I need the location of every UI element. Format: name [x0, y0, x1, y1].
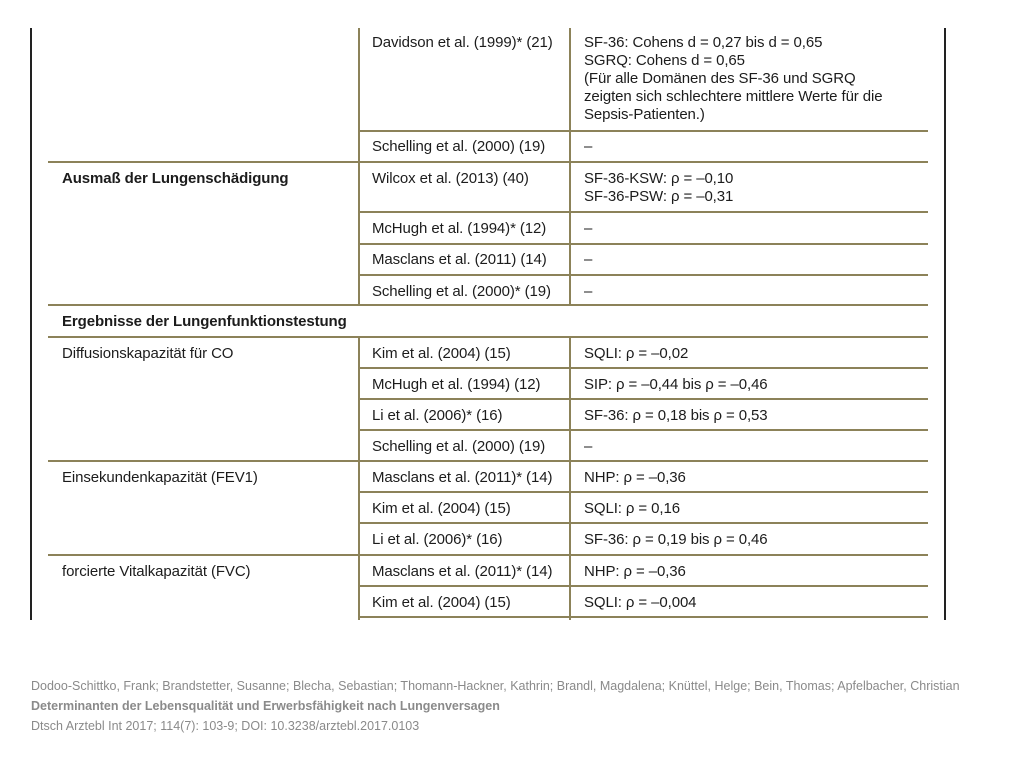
column-divider — [358, 337, 360, 620]
determinant-cell: Diffusionskapazität für CO — [62, 345, 234, 362]
row-divider — [48, 460, 928, 462]
study-cell: Schelling et al. (2000)* (19) — [372, 283, 551, 300]
row-divider — [48, 554, 928, 556]
study-cell: McHugh et al. (1994) (12) — [372, 376, 541, 393]
determinant-cell: Einsekundenkapazität (FEV1) — [62, 469, 258, 486]
study-cell: Li et al. (2006)* (16) — [372, 531, 503, 548]
result-cell: SF-36-KSW: ρ = –0,10 SF-36-PSW: ρ = –0,31 — [584, 170, 734, 205]
citation-authors: Dodoo-Schittko, Frank; Brandstetter, Susanne; Blecha, Sebastian; Thomann-Hackner, Kathrin; Brandl, Magdalena; Knüttel, Helge; Bein, Thomas; Apfelbacher, Christian — [31, 679, 960, 693]
row-divider — [360, 274, 928, 276]
study-cell: Davidson et al. (1999)* (21) — [372, 34, 553, 51]
column-divider — [358, 28, 360, 305]
result-cell: – — [584, 138, 593, 155]
result-cell: – — [584, 251, 593, 268]
study-cell: McHugh et al. (1994)* (12) — [372, 220, 547, 237]
column-divider — [569, 28, 571, 305]
row-divider — [48, 161, 928, 163]
result-cell: SQLI: ρ = 0,16 — [584, 500, 680, 517]
study-cell: Wilcox et al. (2013) (40) — [372, 170, 529, 187]
study-cell: Kim et al. (2004) (15) — [372, 500, 511, 517]
result-cell: SQLI: ρ = –0,004 — [584, 594, 697, 611]
result-cell: – — [584, 438, 593, 455]
study-cell: Schelling et al. (2000) (19) — [372, 138, 546, 155]
column-divider — [569, 337, 571, 620]
result-cell: SIP: ρ = –0,44 bis ρ = –0,46 — [584, 376, 768, 393]
result-cell: NHP: ρ = –0,36 — [584, 469, 686, 486]
row-divider — [360, 398, 928, 400]
row-divider — [360, 130, 928, 132]
study-cell: Schelling et al. (2000) (19) — [372, 438, 546, 455]
result-cell: – — [584, 283, 593, 300]
row-divider — [48, 336, 928, 338]
study-cell: Masclans et al. (2011) (14) — [372, 251, 547, 268]
row-divider — [48, 304, 928, 306]
row-divider — [360, 243, 928, 245]
study-cell: Kim et al. (2004) (15) — [372, 594, 511, 611]
row-divider — [360, 616, 928, 618]
determinant-cell: Ausmaß der Lungenschädigung — [62, 170, 289, 187]
row-divider — [360, 522, 928, 524]
study-cell: Li et al. (2006)* (16) — [372, 407, 503, 424]
row-divider — [360, 491, 928, 493]
citation-reference: Dtsch Arztebl Int 2017; 114(7): 103-9; DOI: 10.3238/arztebl.2017.0103 — [31, 719, 420, 733]
result-cell: SF-36: Cohens d = 0,27 bis d = 0,65 SGRQ: Cohens d = 0,65 (Für alle Domänen des SF-36 und SGRQ zeigten sich schlechtere mittlere Werte für die Sepsis-Patienten.) — [584, 34, 883, 123]
study-cell: Kim et al. (2004) (15) — [372, 345, 511, 362]
citation-title: Determinanten der Lebensqualität und Erwerbsfähigkeit nach Lungenversagen — [31, 699, 500, 713]
determinant-cell: forcierte Vitalkapazität (FVC) — [62, 563, 251, 580]
result-cell: SF-36: ρ = 0,19 bis ρ = 0,46 — [584, 531, 768, 548]
row-divider — [360, 367, 928, 369]
section-heading: Ergebnisse der Lungenfunktionstestung — [62, 313, 347, 330]
result-cell: SQLI: ρ = –0,02 — [584, 345, 689, 362]
result-cell: NHP: ρ = –0,36 — [584, 563, 686, 580]
study-cell: Masclans et al. (2011)* (14) — [372, 469, 553, 486]
row-divider — [360, 211, 928, 213]
row-divider — [360, 429, 928, 431]
row-divider — [360, 585, 928, 587]
result-cell: – — [584, 220, 593, 237]
study-cell: Masclans et al. (2011)* (14) — [372, 563, 553, 580]
result-cell: SF-36: ρ = 0,18 bis ρ = 0,53 — [584, 407, 768, 424]
